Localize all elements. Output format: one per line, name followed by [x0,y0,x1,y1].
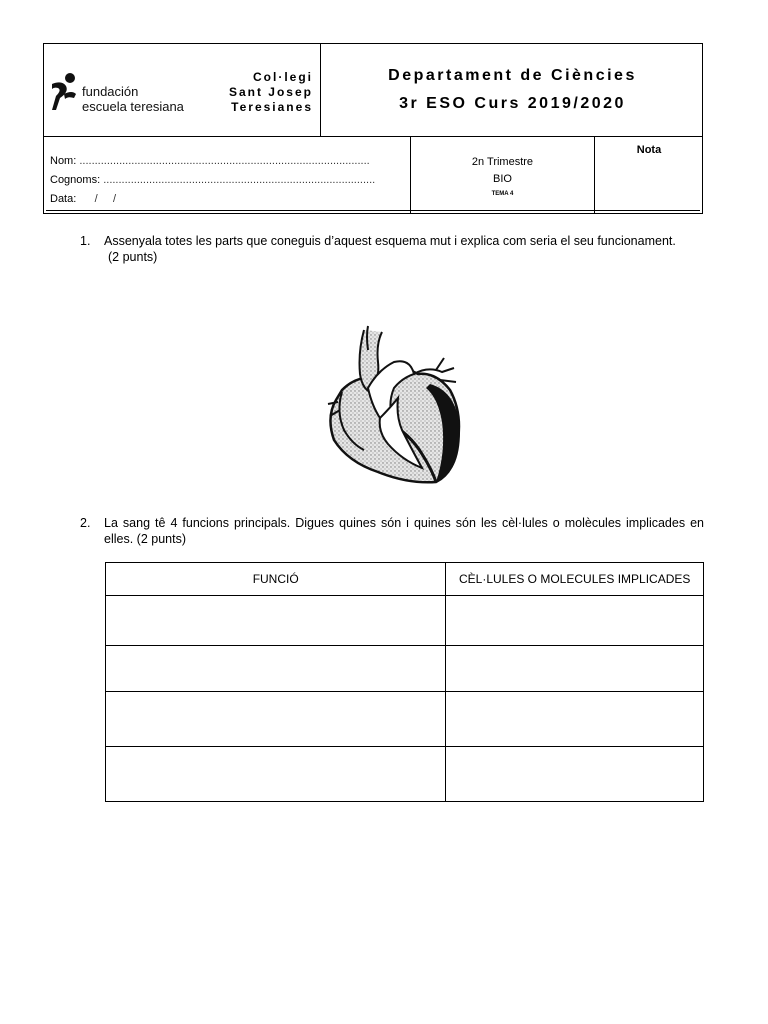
college-line-1: Col·legi [253,70,313,84]
name-field[interactable] [50,152,375,171]
department-title: Departament de Ciències [388,67,637,84]
table-header-row [106,563,704,596]
logo-text [82,84,184,114]
table-row [106,646,704,692]
name-dots: ............................................................................................... [79,155,370,167]
fundacion-logo [50,72,200,116]
function-answer-cell[interactable] [106,692,446,747]
college-line-3: Teresianes [231,100,313,114]
subject-label: BIO [493,173,512,185]
college-line-2: Sant Josep [228,85,313,99]
logo-line-2: escuela teresiana [82,99,184,114]
surname-dots: ......................................................................................... [103,174,376,186]
question-text: La sang tê 4 funcions principals. Digues quines són i quines són les cèl·lules o molècules implicades en elles. (2 punts) [104,516,704,546]
heart-diagram-icon [318,322,468,487]
header-row-divider [44,136,702,137]
date-label: Data: [50,193,77,205]
question-2 [80,515,704,547]
question-number: 1. [80,234,91,248]
cells-answer-cell[interactable] [446,692,704,747]
grade-label: Nota [636,144,662,156]
function-column-header: FUNCIÓ [106,563,446,596]
logo-line-1: fundación [82,84,139,99]
table-row [106,747,704,802]
surname-field[interactable] [50,171,375,190]
blood-functions-table [105,562,704,802]
question-number: 2. [80,516,91,530]
cells-answer-cell[interactable] [446,747,704,802]
logo-mark-icon [50,72,78,112]
course-title: 3r ESO Curs 2019/2020 [399,95,626,112]
function-answer-cell[interactable] [106,646,446,692]
date-field[interactable] [50,190,375,209]
tema-label: TEMA 4 [491,191,514,197]
name-label: Nom: [50,155,77,167]
department-block [321,62,704,118]
cells-column-header: CÈL·LULES O MOLECULES IMPLICADES [446,563,704,596]
question-1 [80,233,704,265]
date-slashes: / / [79,193,117,205]
surname-label: Cognoms: [50,174,101,186]
question-points: (2 punts) [108,250,158,264]
trimester-block [411,154,594,200]
cells-answer-cell[interactable] [446,646,704,692]
student-fields [50,152,375,209]
exam-header [43,43,703,214]
college-name [208,70,313,115]
trimester-label: 2n Trimestre [471,156,534,168]
function-answer-cell[interactable] [106,747,446,802]
cells-answer-cell[interactable] [446,596,704,646]
table-row [106,596,704,646]
table-row [106,692,704,747]
question-text: Assenyala totes les parts que coneguis d’aquest esquema mut i explica com seria el seu funcionament. [104,234,676,248]
function-answer-cell[interactable] [106,596,446,646]
